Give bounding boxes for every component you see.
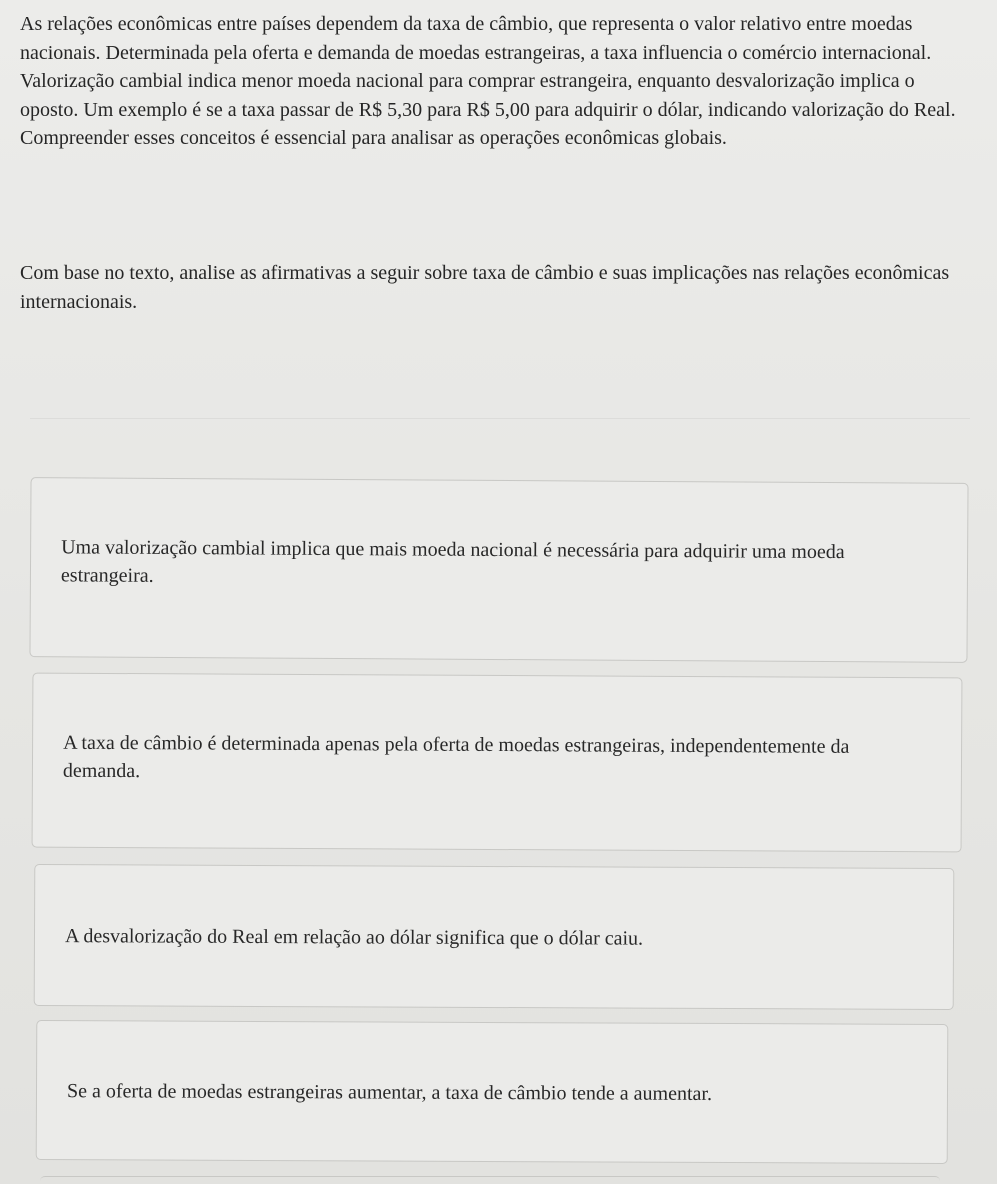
option-card-3[interactable] bbox=[34, 864, 955, 1010]
option-text-2: A taxa de câmbio é determinada apenas pela oferta de moedas estrangeiras, independentemente da demanda. bbox=[62, 731, 850, 783]
question-context: As relações econômicas entre países dependem da taxa de câmbio, que representa o valor relativo entre moedas nacionais. Determinada pela oferta e demanda de moedas estrangeiras, a taxa influencia o comércio internacional. Valorização cambial indica menor moeda nacional para comprar estrangeira, enquanto desvalorização implica o oposto. Um exemplo é se a taxa passar de R$ 5,30 para R$ 5,00 para adquirir o dólar, indicando valorização do Real. Compreender esses conceitos é essencial para analisar as operações econômicas globais. bbox=[20, 13, 956, 149]
option-text-3: A desvalorização do Real em relação ao dólar significa que o dólar caiu. bbox=[64, 925, 644, 950]
divider bbox=[30, 418, 970, 419]
question-prompt: Com base no texto, analise as afirmativas a seguir sobre taxa de câmbio e suas implicações nas relações econômicas internacionais. bbox=[20, 262, 950, 313]
option-card-1[interactable] bbox=[29, 477, 968, 663]
option-card-4[interactable] bbox=[36, 1020, 949, 1164]
option-card-2[interactable] bbox=[32, 673, 963, 853]
option-text-1: Uma valorização cambial implica que mais moeda nacional é necessária para adquirir uma moeda estrangeira. bbox=[60, 536, 845, 587]
option-text-4: Se a oferta de moedas estrangeiras aumentar, a taxa de câmbio tende a aumentar. bbox=[66, 1080, 713, 1105]
next-option-card-edge[interactable] bbox=[40, 1176, 940, 1184]
